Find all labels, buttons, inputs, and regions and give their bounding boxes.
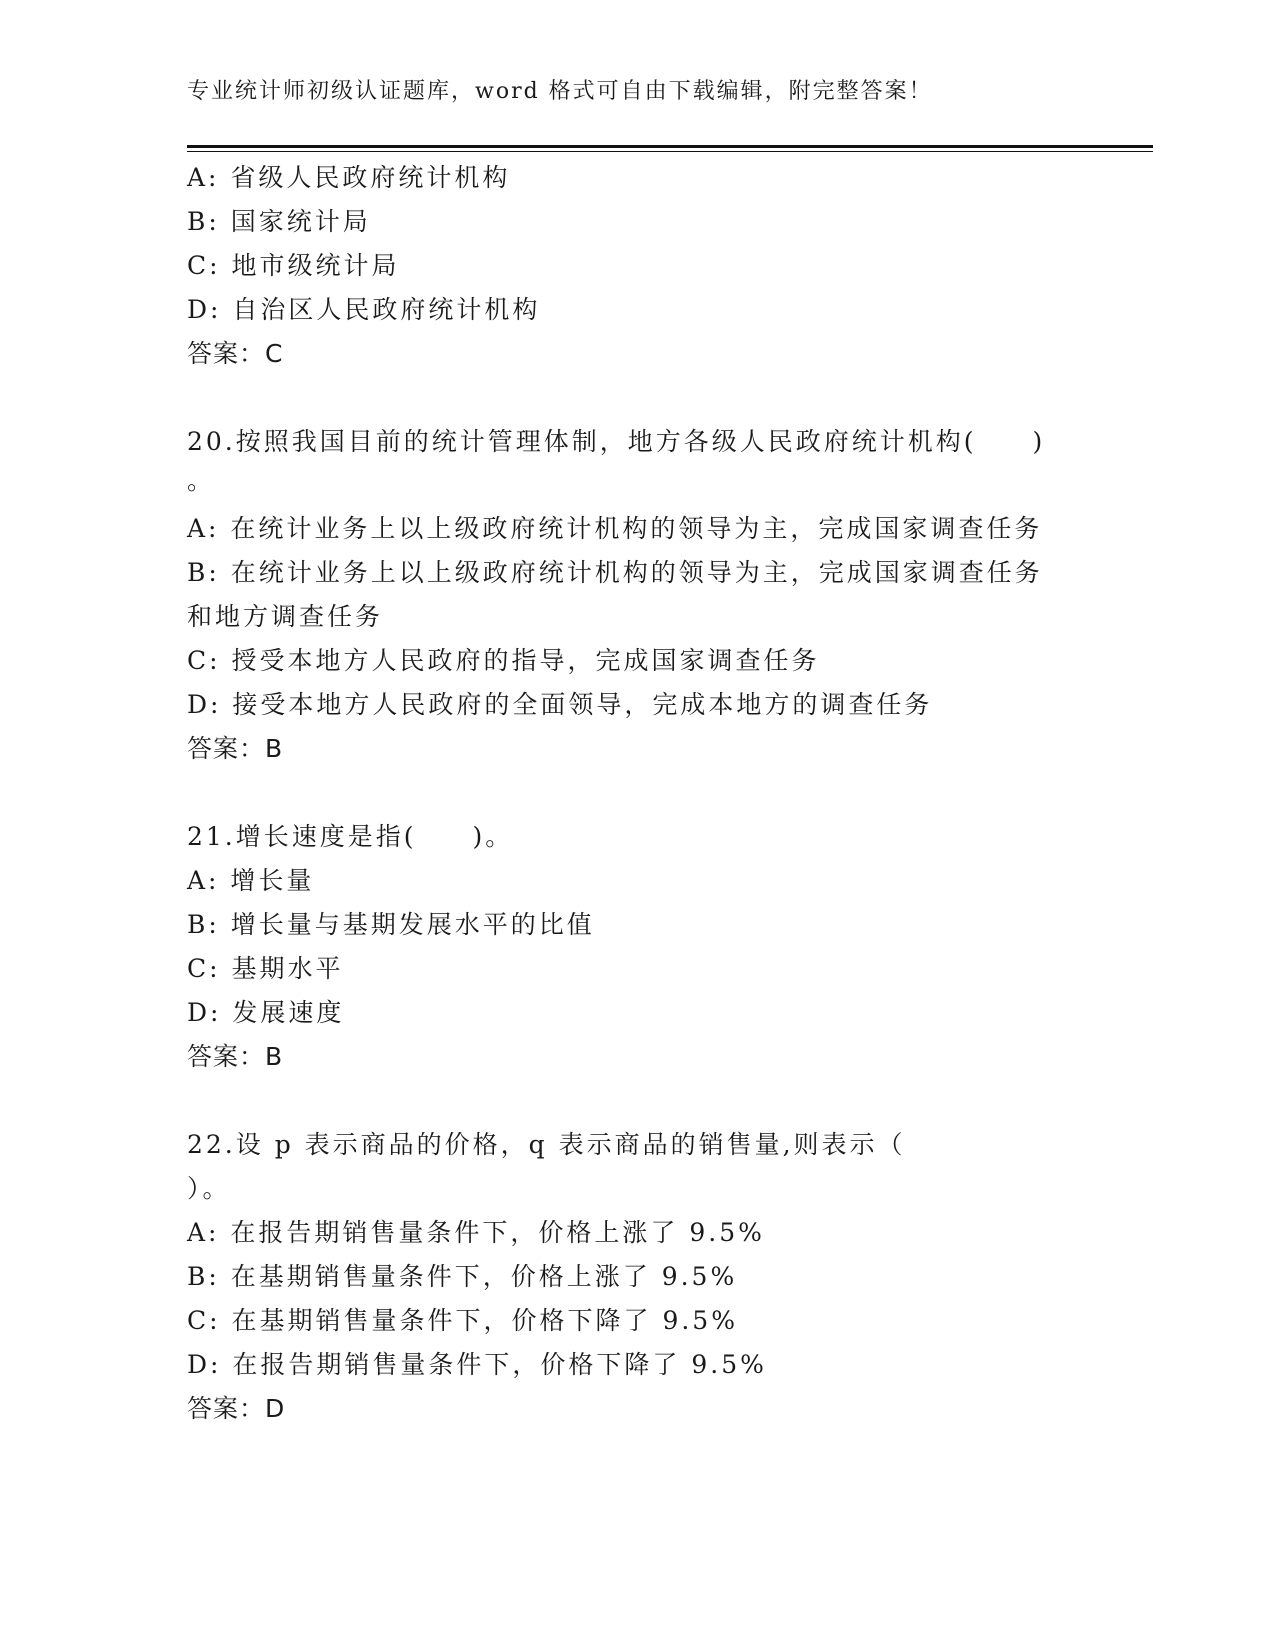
q22-stem: 22.设 p 表示商品的价格，q 表示商品的销售量,则表示（ (187, 1130, 906, 1159)
q20-answer: 答案：B (187, 734, 284, 763)
q19-answer: 答案：C (187, 339, 284, 368)
q20-stem: 20.按照我国目前的统计管理体制，地方各级人民政府统计机构( ) (187, 427, 1046, 456)
q21-option-c: C: 基期水平 (187, 954, 344, 983)
q22-option-c: C: 在基期销售量条件下，价格下降了 9.5% (187, 1306, 738, 1335)
q20-option-b: B: 在统计业务上以上级政府统计机构的领导为主，完成国家调查任务 (187, 558, 1043, 587)
q20-option-b-cont: 和地方调查任务 (187, 602, 384, 631)
q19-option-b: B: 国家统计局 (187, 207, 371, 236)
q19-option-c: C: 地市级统计局 (187, 251, 400, 280)
q20-option-d: D: 接受本地方人民政府的全面领导，完成本地方的调查任务 (187, 690, 933, 719)
q22-option-d: D: 在报告期销售量条件下，价格下降了 9.5% (187, 1350, 767, 1379)
q21-option-d: D: 发展速度 (187, 998, 345, 1027)
q21-option-a: A: 增长量 (187, 866, 315, 895)
q20-stem-cont: 。 (187, 466, 216, 495)
q20-option-c: C: 授受本地方人民政府的指导，完成国家调查任务 (187, 646, 820, 675)
q22-option-a: A: 在报告期销售量条件下，价格上涨了 9.5% (187, 1218, 765, 1247)
q19-option-a: A: 省级人民政府统计机构 (187, 163, 511, 192)
q22-option-b: B: 在基期销售量条件下，价格上涨了 9.5% (187, 1262, 738, 1291)
q21-stem: 21.增长速度是指( )。 (187, 822, 514, 851)
q19-option-d: D: 自治区人民政府统计机构 (187, 295, 541, 324)
header-divider-thick (187, 145, 1153, 148)
q22-answer: 答案：D (187, 1394, 286, 1423)
page-header: 专业统计师初级认证题库，word 格式可自由下载编辑，附完整答案！ (187, 79, 933, 104)
q21-option-b: B: 增长量与基期发展水平的比值 (187, 910, 595, 939)
header-divider-thin (187, 151, 1153, 152)
q21-answer: 答案：B (187, 1042, 284, 1071)
q22-stem-cont: ）。 (187, 1174, 231, 1203)
q20-option-a: A: 在统计业务上以上级政府统计机构的领导为主，完成国家调查任务 (187, 514, 1043, 543)
